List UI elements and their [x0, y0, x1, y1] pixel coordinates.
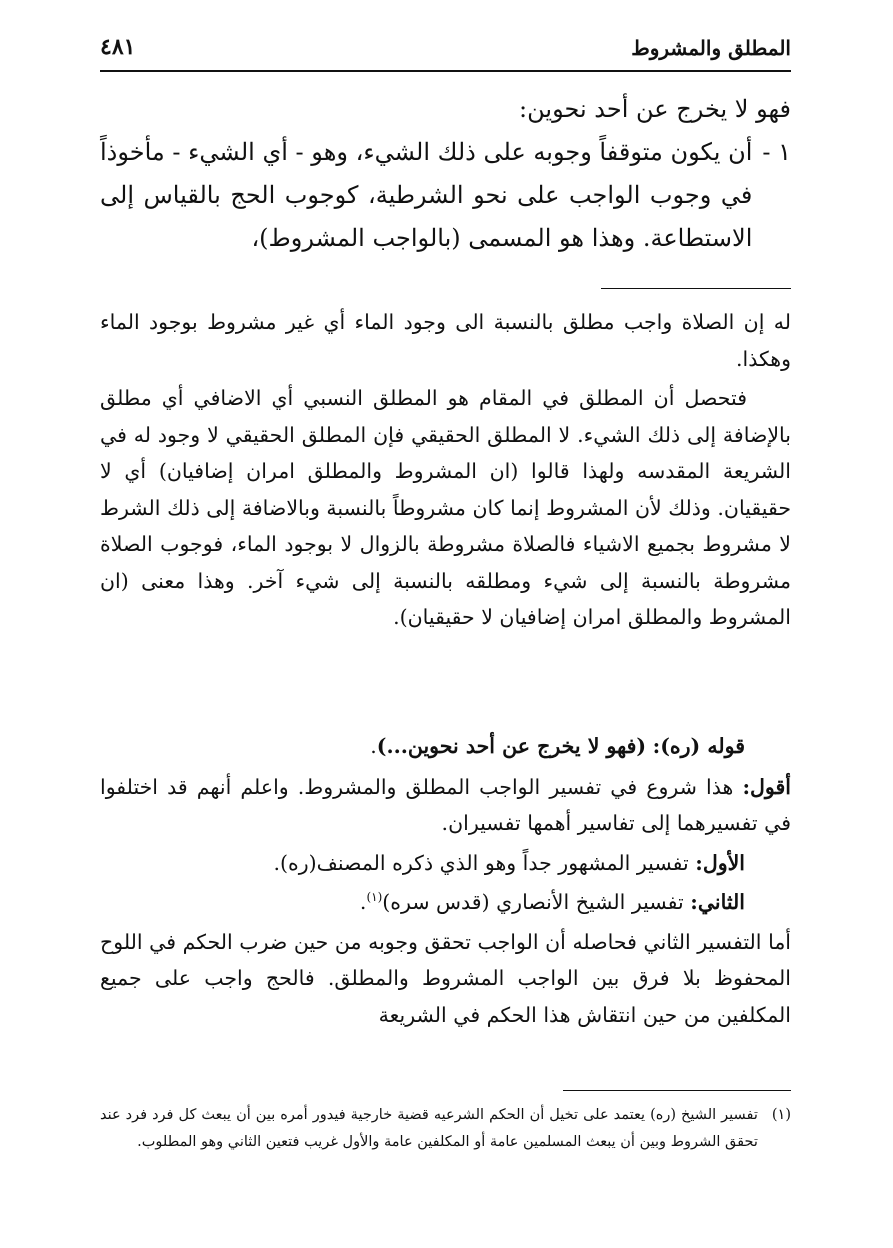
page-header — [100, 30, 791, 72]
commentary-continuation: له إن الصلاة واجب مطلق بالنسبة الى وجود الماء أي غير مشروط بوجود الماء وهكذا. — [100, 310, 792, 371]
matn-item-1-text: أن يكون متوقفاً وجوبه على ذلك الشيء، وهو - أي الشيء - مأخوذاً في وجوب الواجب على نحو الشرطية، كوجوب الحج بالقياس إلى الاستطاعة. وهذا هو المسمى (بالواجب المشروط)، — [100, 138, 753, 252]
quote-line — [100, 728, 791, 765]
commentary-main — [100, 728, 791, 1033]
first-interpretation — [100, 845, 791, 882]
commentary-paragraph: فتحصل أن المطلق في المقام هو المطلق النسبي أي الاضافي أي مطلق بالإضافة إلى ذلك الشيء. لا المطلق الحقيقي فإن المطلق الحقيقي لا وجود له في الشريعة المقدسه ولهذا قالوا (ان المشروط والمطلق امران إضافيان) أي لا حقيقيان. وذلك لأن المشروط إنما كان مشروطاً بالنسبة وبالاضافة إلى ذلك الشرط لا مشروط بجميع الاشياء فالصلاة مشروطة بالزوال لا بوجود الماء، فوجوب الصلاة مشروطة بالنسبة إلى شيء ومطلقه بالنسبة إلى شيء آخر. وهذا معنى (ان المشروط والمطلق امران إضافيان لا حقيقيان). — [100, 386, 791, 629]
quote-label: قوله (ره): — [652, 734, 745, 758]
matn-intro: فهو لا يخرج عن أحد نحوين: — [519, 95, 791, 123]
page-number: ٤٨١ — [100, 34, 136, 60]
matn-item-1 — [100, 131, 791, 260]
second-interpretation — [100, 884, 791, 921]
second-label: الثاني: — [690, 890, 745, 914]
matn-separator-rule — [601, 288, 791, 289]
aqul-text: هذا شروع في تفسير الواجب المطلق والمشروط. واعلم أنهم قد اختلفوا في تفسيرهما إلى تفاسير أهمها تفسيران. — [100, 774, 791, 835]
second-end: . — [359, 890, 367, 914]
footnote-separator-rule — [563, 1090, 791, 1091]
quote-text: (فهو لا يخرج عن أحد نحوين...) — [376, 734, 647, 758]
aqul-paragraph — [100, 769, 791, 842]
footnote-text: تفسير الشيخ (ره) يعتمد على تخيل أن الحكم الشرعيه قضية خارجية فيدور أمره بين أن يبعث كل فرد فرد عند تحقق الشروط وبين أن يبعث المسلمين عامة أو المكلفين عامة والأول غريب فتعين الثاني وهو المطلوب. — [100, 1107, 758, 1150]
last-paragraph: أما التفسير الثاني فحاصله أن الواجب تحقق وجوبه من حين ضرب الحكم في اللوح المحفوظ بلا فرق بين الواجب المشروط والمطلق. فالحج واجب على جميع المكلفين من حين انتقاش هذا الحكم في الشريعة — [100, 929, 791, 1027]
first-text: تفسير المشهور جداً وهو الذي ذكره المصنف(ره). — [273, 850, 689, 875]
second-text: تفسير الشيخ الأنصاري (قدس سره) — [382, 890, 684, 914]
aqul-label: أقول: — [742, 774, 791, 799]
commentary-top — [100, 304, 791, 636]
footnote-row — [100, 1102, 791, 1156]
footnote — [100, 1102, 791, 1156]
matn-item-1-number: ١ - — [762, 138, 791, 166]
running-title: المطلق والمشروط — [631, 36, 791, 60]
first-label: الأول: — [695, 850, 745, 875]
matn-text — [100, 88, 791, 260]
footnote-reference: (١) — [366, 890, 383, 905]
quote-end: . — [370, 734, 377, 758]
footnote-number: (١) — [771, 1107, 791, 1123]
